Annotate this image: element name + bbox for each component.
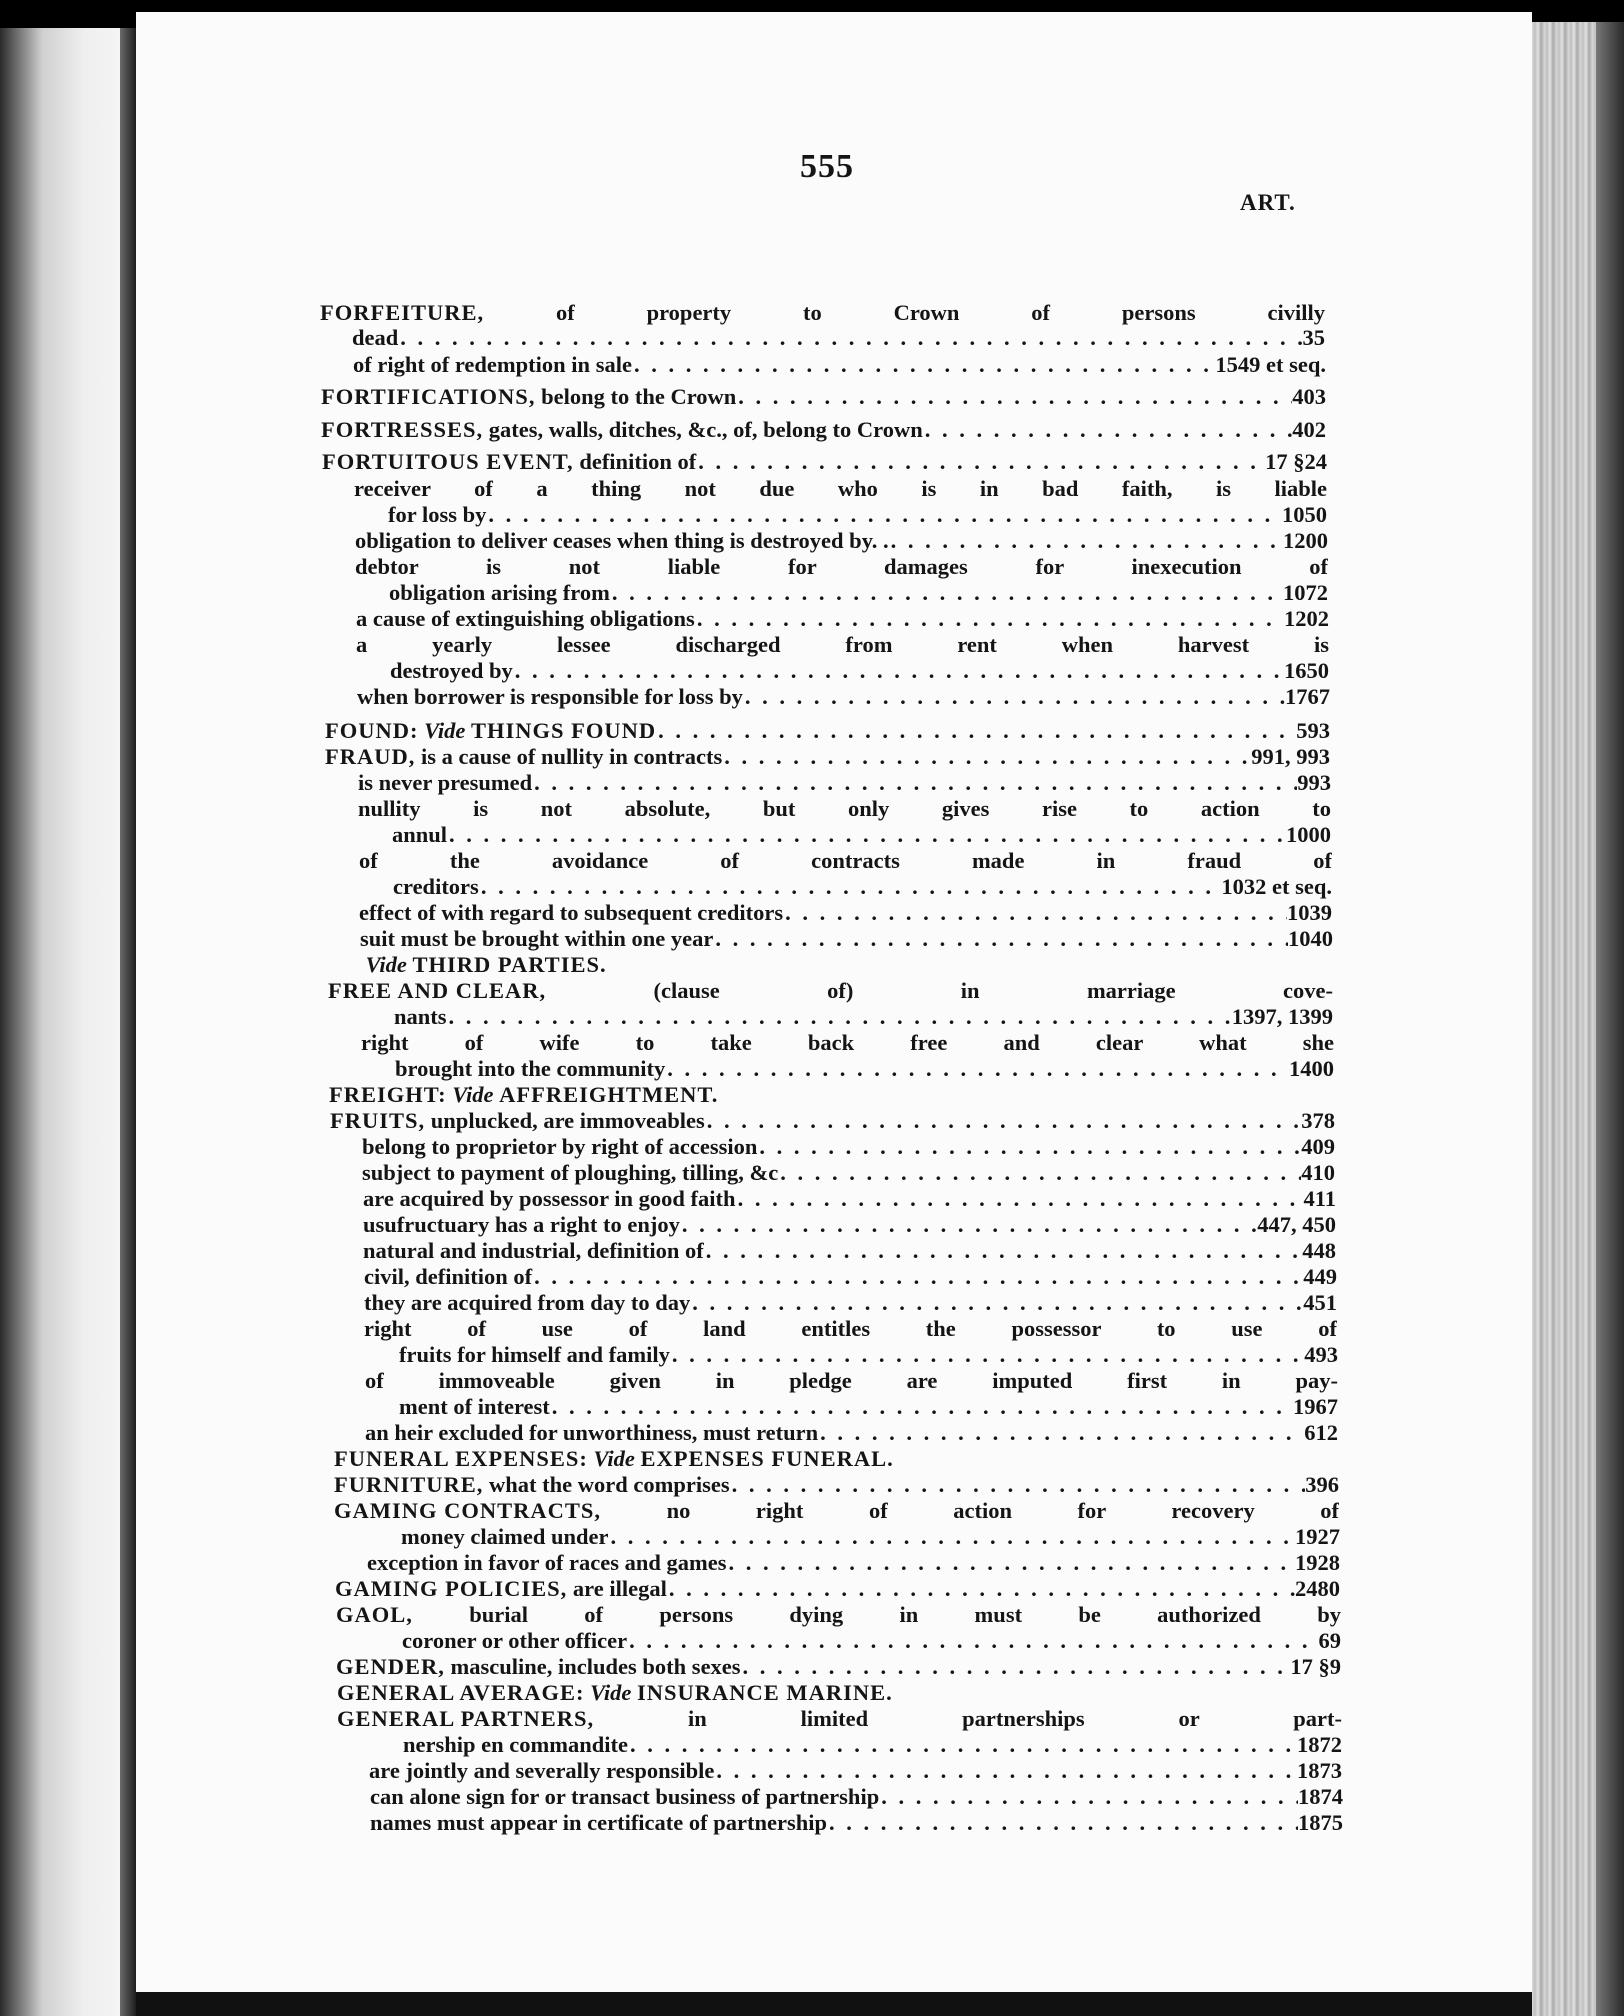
index-subentry [363, 1238, 1336, 1264]
entry-text: of property to Crown of persons civilly [484, 300, 1325, 325]
leader-dots [783, 900, 1287, 926]
entry-text: of immoveable given in pledge are imputed first in pay- [365, 1368, 1338, 1393]
entry-text: receiver of a thing not due who is in bad faith, is liable [354, 476, 1327, 501]
index-subentry [360, 926, 1333, 952]
article-reference: 69 [1318, 1628, 1341, 1653]
article-reference: 396 [1305, 1472, 1339, 1497]
article-reference: 1874 [1298, 1784, 1343, 1809]
leader-dots [695, 606, 1284, 632]
entry-text: unplucked, are immoveables [425, 1108, 705, 1133]
article-reference: 35 [1302, 325, 1325, 350]
index-subentry [355, 528, 1328, 554]
leader-dots [714, 1758, 1297, 1784]
entry-text: suit must be brought within one year [360, 926, 714, 951]
article-reference: 993 [1297, 770, 1331, 795]
article-reference: 1928 [1295, 1550, 1340, 1575]
leader-dots [736, 1186, 1304, 1212]
index-subentry [364, 1290, 1337, 1316]
index-subentry [352, 325, 1325, 351]
entry-headword: GENDER, [336, 1654, 445, 1679]
entry-headword: FREE AND CLEAR, [328, 978, 547, 1003]
cross-reference-target: THIRD PARTIES. [412, 952, 607, 977]
entry-text: debtor is not liable for damages for inexecution of [355, 554, 1328, 579]
entry-headword: FORTUITOUS EVENT, [322, 449, 574, 474]
leader-dots [696, 449, 1265, 475]
leader-dots [628, 1732, 1297, 1758]
leader-dots [656, 718, 1296, 744]
leader-dots [827, 1810, 1298, 1836]
index-entry [328, 978, 1333, 1004]
entry-headword: FRAUD, [325, 744, 416, 769]
index-entry [325, 718, 1330, 744]
index-entry [334, 1498, 1339, 1524]
article-reference: 447, 450 [1257, 1212, 1336, 1237]
entry-headword: GENERAL AVERAGE: [337, 1680, 585, 1705]
leader-dots [609, 1524, 1296, 1550]
article-reference: 448 [1302, 1238, 1336, 1263]
entry-text: subject to payment of ploughing, tilling, &c [362, 1160, 779, 1185]
article-reference: 1397, 1399 [1231, 1004, 1333, 1029]
entry-text: brought into the community [395, 1056, 666, 1081]
index-subentry [394, 1004, 1333, 1030]
index-subentry [369, 1758, 1342, 1784]
entry-text: coroner or other officer [402, 1628, 628, 1653]
index-entry [336, 1602, 1341, 1628]
entry-text: usufructuary has a right to enjoy [363, 1212, 680, 1237]
article-reference: 2480 [1295, 1576, 1340, 1601]
article-reference: 17 §24 [1265, 449, 1327, 474]
index-subentry [358, 770, 1331, 796]
article-reference: 612 [1304, 1420, 1338, 1445]
leader-dots [532, 770, 1297, 796]
leader-dots [513, 658, 1284, 684]
vide-label: Vide [424, 718, 466, 743]
entry-text: is a cause of nullity in contracts [415, 744, 723, 769]
leader-dots [923, 417, 1293, 443]
entry-text: can alone sign for or transact business of partnership [370, 1784, 880, 1809]
right-page-stack [1532, 22, 1624, 2016]
index-subentry [360, 952, 1333, 978]
entry-headword: FRUITS, [330, 1108, 426, 1133]
leader-dots [667, 1576, 1295, 1602]
index-subentry [353, 352, 1326, 378]
leader-dots [722, 744, 1251, 770]
cross-reference-target: INSURANCE MARINE. [637, 1680, 893, 1705]
entry-headword: FORTIFICATIONS, [321, 384, 536, 409]
article-reference: 403 [1292, 384, 1326, 409]
page-number: 555 [800, 148, 854, 185]
index-subentry [355, 554, 1328, 580]
entry-headword: GENERAL PARTNERS, [337, 1706, 595, 1731]
entry-text: an heir excluded for unworthiness, must return [365, 1420, 819, 1445]
index-subentry [358, 796, 1331, 822]
entry-text: right of use of land entitles the possessor to use of [364, 1316, 1337, 1341]
entry-headword: FURNITURE, [334, 1472, 484, 1497]
index-subentry [393, 874, 1332, 900]
index-subentry [363, 1186, 1336, 1212]
entry-text: dead [352, 325, 399, 350]
article-reference: 402 [1292, 417, 1326, 442]
article-reference: 17 §9 [1290, 1654, 1341, 1679]
entry-text: (clause of) in marriage cove- [546, 978, 1333, 1003]
cross-reference [418, 718, 656, 744]
leader-dots [704, 1238, 1303, 1264]
entry-text: are illegal [567, 1576, 667, 1601]
article-reference: 1072 [1283, 580, 1328, 605]
entry-text: obligation arising from [389, 580, 610, 605]
cross-reference [360, 952, 607, 978]
index-entry [336, 1654, 1341, 1680]
article-reference: 1875 [1298, 1810, 1343, 1835]
leader-dots [670, 1342, 1304, 1368]
entry-headword: GAMING POLICIES, [335, 1576, 568, 1601]
entry-text: what the word comprises [483, 1472, 730, 1497]
leader-dots [610, 580, 1283, 606]
leader-dots [447, 1004, 1232, 1030]
entry-headword: FREIGHT: [329, 1082, 447, 1107]
bottom-shadow [136, 1992, 1532, 2016]
leader-dots [486, 502, 1282, 528]
leader-dots [398, 325, 1302, 351]
entry-text: names must appear in certificate of partnership [370, 1810, 828, 1835]
entry-headword: FUNERAL EXPENSES: [334, 1446, 588, 1471]
entry-text: are acquired by possessor in good faith [363, 1186, 736, 1211]
entry-text: burial of persons dying in must be authorized by [412, 1602, 1341, 1627]
index-subentry [365, 1420, 1338, 1446]
article-reference: 1039 [1287, 900, 1332, 925]
left-page-edge [0, 28, 120, 2016]
entry-text: nership en commandite [403, 1732, 628, 1757]
entry-text: effect of with regard to subsequent creditors [359, 900, 784, 925]
index-subentry [390, 658, 1329, 684]
entry-text: when borrower is responsible for loss by [357, 684, 743, 709]
index-entry [334, 1446, 1339, 1472]
leader-dots [665, 1056, 1289, 1082]
vide-label: Vide [365, 952, 407, 977]
leader-dots [879, 1784, 1298, 1810]
entry-text: masculine, includes both sexes [444, 1654, 741, 1679]
entry-headword: GAOL, [336, 1602, 413, 1627]
leader-dots [736, 384, 1292, 410]
entry-text: is never presumed [358, 770, 533, 795]
cross-reference [588, 1446, 894, 1472]
entry-text: civil, definition of [364, 1264, 533, 1289]
index-subentry [359, 848, 1332, 874]
article-reference: 1050 [1282, 502, 1327, 527]
entry-headword: FOUND: [325, 718, 419, 743]
article-reference: 378 [1301, 1108, 1335, 1133]
index-subentry [401, 1524, 1340, 1550]
entry-text: money claimed under [401, 1524, 609, 1549]
entry-text: exception in favor of races and games [367, 1550, 727, 1575]
leader-dots [741, 1654, 1291, 1680]
vide-label: Vide [593, 1446, 635, 1471]
article-reference: 1040 [1288, 926, 1333, 951]
entry-text: belong to the Crown [535, 384, 737, 409]
entry-text: nants [394, 1004, 447, 1029]
article-reference: 1650 [1284, 658, 1329, 683]
index-subentry [361, 1030, 1334, 1056]
index-subentry [362, 1160, 1335, 1186]
book-gutter [120, 28, 136, 2016]
entry-text: are jointly and severally responsible [369, 1758, 715, 1783]
article-reference: 449 [1303, 1264, 1337, 1289]
leader-dots [727, 1550, 1295, 1576]
entry-headword: FORTRESSES, [321, 417, 484, 442]
leader-dots [447, 822, 1286, 848]
article-reference: 991, 993 [1251, 744, 1330, 769]
vide-label: Vide [590, 1680, 632, 1705]
entry-text: of the avoidance of contracts made in fraud of [359, 848, 1332, 873]
entry-text: they are acquired from day to day [364, 1290, 691, 1315]
index-entry [322, 449, 1327, 475]
index-subentry [363, 1212, 1336, 1238]
leader-dots [532, 1264, 1303, 1290]
index-entry [321, 417, 1326, 443]
leader-dots [713, 926, 1288, 952]
leader-dots [550, 1394, 1293, 1420]
index-subentry [370, 1810, 1343, 1836]
index-subentry [392, 822, 1331, 848]
entry-text: destroyed by [390, 658, 513, 683]
article-reference: 411 [1303, 1186, 1336, 1211]
index-subentry [403, 1732, 1342, 1758]
article-reference: 1400 [1289, 1056, 1334, 1081]
article-reference: 1767 [1285, 684, 1330, 709]
index-entry [330, 1108, 1335, 1134]
entry-text: a yearly lessee discharged from rent when harvest is [356, 632, 1329, 657]
article-reference: 1927 [1295, 1524, 1340, 1549]
article-reference: 451 [1303, 1290, 1337, 1315]
index-subentry [354, 476, 1327, 502]
index-subentry [388, 502, 1327, 528]
index-subentry [402, 1628, 1341, 1654]
index-entry [337, 1680, 1342, 1706]
leader-dots [627, 1628, 1318, 1654]
article-reference: 493 [1304, 1342, 1338, 1367]
article-reference: 1549 et seq. [1215, 352, 1326, 377]
index-subentry [359, 900, 1332, 926]
entry-text: for loss by [388, 502, 487, 527]
article-reference: 1200 [1283, 528, 1328, 553]
cross-reference-target: EXPENSES FUNERAL. [640, 1446, 894, 1471]
index-entry [320, 300, 1325, 326]
article-reference: 410 [1301, 1160, 1335, 1185]
article-reference: 1873 [1297, 1758, 1342, 1783]
index-subentry [356, 606, 1329, 632]
entry-text: gates, walls, ditches, &c., of, belong to Crown [483, 417, 923, 442]
index-entry [337, 1706, 1342, 1732]
leader-dots [680, 1212, 1257, 1238]
article-reference: 1967 [1293, 1394, 1338, 1419]
entry-text: ment of interest [399, 1394, 550, 1419]
leader-dots [632, 352, 1215, 378]
index-entry [325, 744, 1330, 770]
article-reference: 1872 [1297, 1732, 1342, 1757]
leader-dots [705, 1108, 1301, 1134]
entry-headword: FORFEITURE, [320, 300, 485, 325]
index-entry [329, 1082, 1334, 1108]
entry-text: no right of action for recovery of [601, 1498, 1339, 1523]
entry-text: creditors [393, 874, 479, 899]
entry-text: fruits for himself and family [399, 1342, 670, 1367]
leader-dots [479, 874, 1222, 900]
vide-label: Vide [452, 1082, 494, 1107]
leader-dots [757, 1134, 1301, 1160]
index-subentry [362, 1134, 1335, 1160]
index-subentry [370, 1784, 1343, 1810]
index-subentry [365, 1368, 1338, 1394]
index-subentry [364, 1264, 1337, 1290]
cross-reference-target: AFFREIGHTMENT. [499, 1082, 719, 1107]
index-entry [321, 384, 1326, 410]
entry-text: annul [392, 822, 448, 847]
article-reference: 1032 et seq. [1221, 874, 1332, 899]
entry-text: definition of [573, 449, 697, 474]
cross-reference [585, 1680, 893, 1706]
entry-text: a cause of extinguishing obligations [356, 606, 695, 631]
cross-reference-target: THINGS FOUND [471, 718, 657, 743]
index-subentry [357, 684, 1330, 710]
index-subentry [367, 1550, 1340, 1576]
entry-text: of right of redemption in sale [353, 352, 632, 377]
index-entry [334, 1472, 1339, 1498]
article-column-header: ART. [1240, 190, 1296, 215]
index-subentry [399, 1342, 1338, 1368]
article-reference: 1000 [1286, 822, 1331, 847]
leader-dots [730, 1472, 1306, 1498]
leader-dots [690, 1290, 1303, 1316]
leader-dots [778, 1160, 1301, 1186]
entry-headword: GAMING CONTRACTS, [334, 1498, 602, 1523]
leader-dots [743, 684, 1285, 710]
entry-text: in limited partnerships or part- [594, 1706, 1342, 1731]
entry-text: nullity is not absolute, but only gives rise to action to [358, 796, 1331, 821]
index-subentry [364, 1316, 1337, 1342]
leader-dots [889, 528, 1283, 554]
index-subentry [356, 632, 1329, 658]
index-subentry [395, 1056, 1334, 1082]
index-subentry [399, 1394, 1338, 1420]
entry-text: natural and industrial, definition of [363, 1238, 704, 1263]
article-reference: 409 [1301, 1134, 1335, 1159]
article-reference: 593 [1296, 718, 1330, 743]
leader-dots [818, 1420, 1304, 1446]
entry-text: obligation to deliver ceases when thing is destroyed by. . [355, 528, 889, 553]
entry-text: belong to proprietor by right of accession [362, 1134, 758, 1159]
index-subentry [389, 580, 1328, 606]
cross-reference [447, 1082, 719, 1108]
index-entry [335, 1576, 1340, 1602]
article-reference: 1202 [1284, 606, 1329, 631]
entry-text: right of wife to take back free and clear what she [361, 1030, 1334, 1055]
